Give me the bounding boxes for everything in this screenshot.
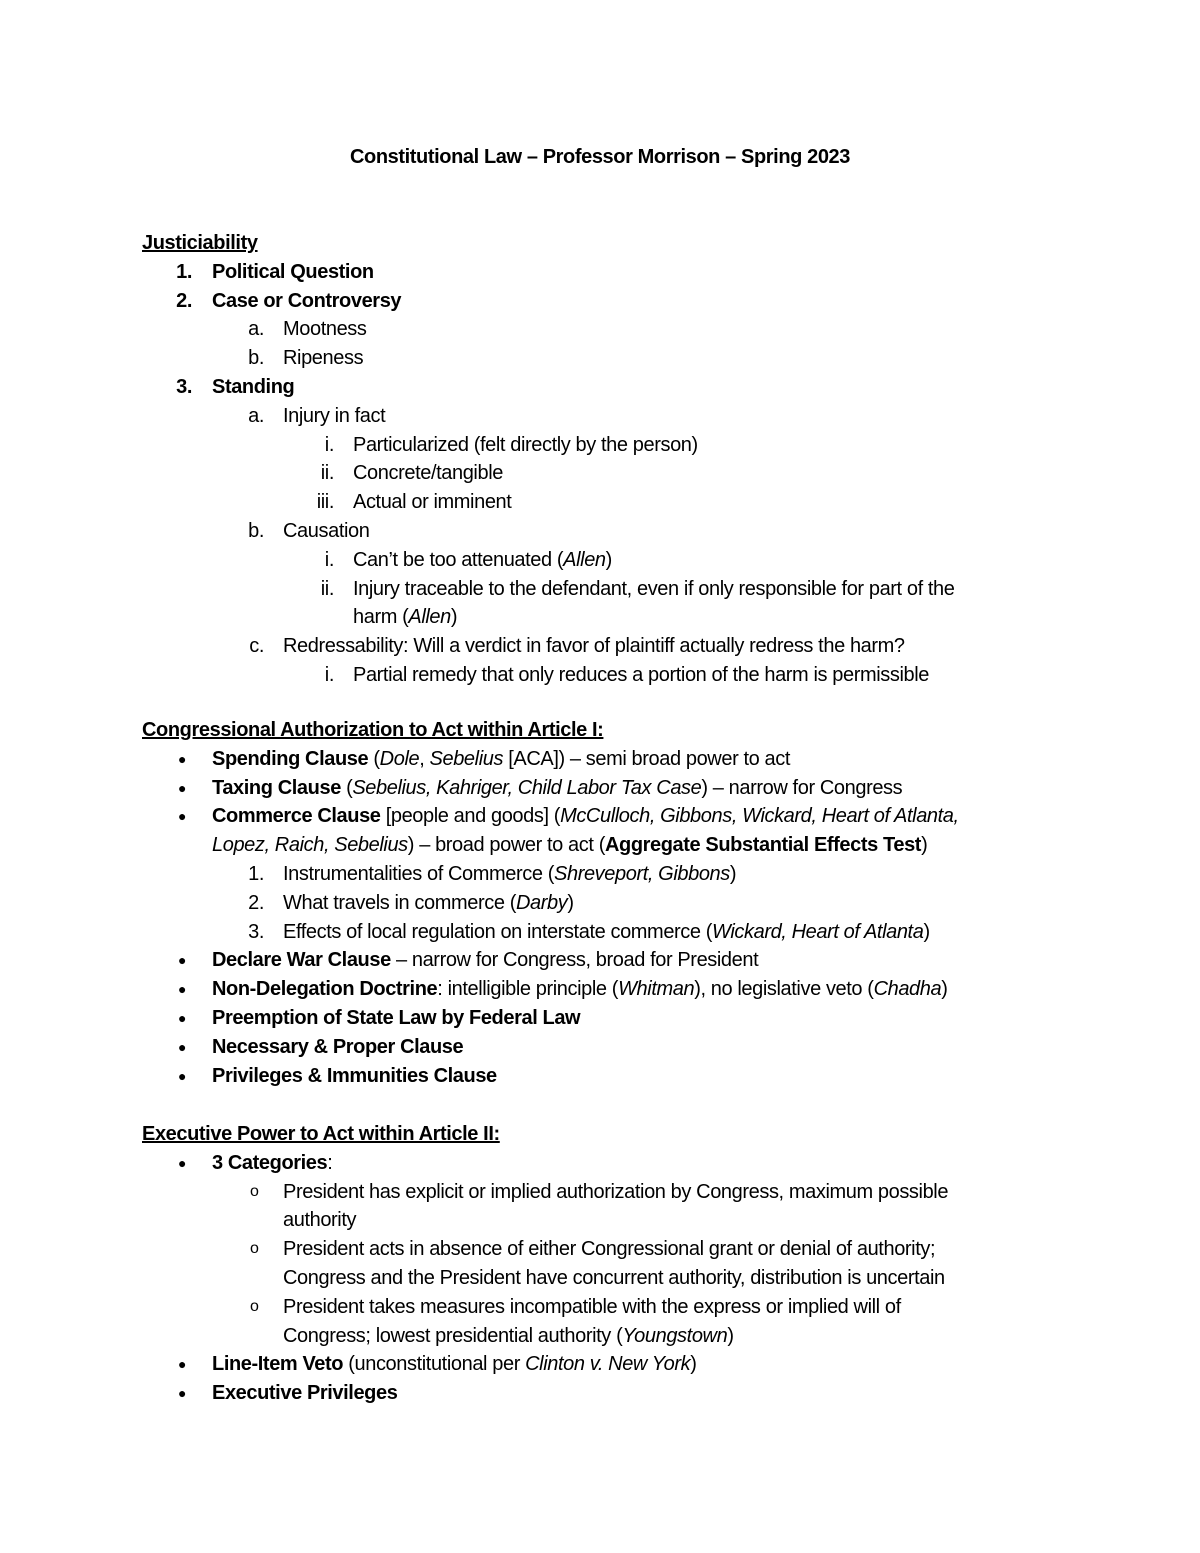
list-marker: ii. — [320, 577, 334, 600]
clause-name: Taxing Clause — [212, 776, 341, 799]
text: [people and goods] ( — [380, 805, 561, 828]
case-citation: Sebelius — [429, 747, 504, 770]
sub-bullet-continuation — [142, 1206, 1082, 1235]
case-citation: Shreveport, Gibbons — [554, 862, 730, 885]
list-marker: 1. — [176, 260, 192, 283]
case-citation: McCulloch, Gibbons, Wickard, Heart of Atlanta, — [560, 805, 959, 828]
list-item — [142, 459, 1082, 488]
list-marker: i. — [324, 433, 334, 456]
clause-name: Line-Item Veto — [212, 1353, 344, 1376]
list-item-text: Standing — [212, 375, 295, 398]
bullet-item — [142, 802, 1082, 831]
text: , — [419, 747, 430, 770]
section-heading: Justiciability — [142, 232, 258, 254]
sub-bullet-item — [142, 1235, 1082, 1264]
section-heading: Congressional Authorization to Act within Article I: — [142, 719, 604, 741]
list-item — [142, 546, 1082, 575]
list-marker: 3. — [176, 375, 192, 398]
sub-bullet-item — [142, 1293, 1082, 1322]
sub-bullet-continuation — [142, 1264, 1082, 1293]
list-marker: c. — [249, 635, 264, 658]
list-item — [142, 431, 1082, 460]
bullet-marker: ● — [178, 779, 187, 796]
list-item-text: Political Question — [212, 260, 374, 283]
list-item-text: harm ( — [353, 606, 409, 629]
list-marker: b. — [248, 347, 264, 370]
list-item-text: Injury traceable to the defendant, even if only responsible for part of the — [353, 577, 955, 600]
case-citation: Wickard, Heart of Atlanta — [712, 920, 924, 943]
list-marker: iii. — [316, 491, 334, 514]
clause-name: Commerce Clause — [212, 805, 381, 828]
section-heading: Executive Power to Act within Article II: — [142, 1123, 500, 1145]
list-item-text: Injury in fact — [283, 404, 386, 427]
clause-name: Spending Clause — [212, 747, 369, 770]
text: ) — [923, 920, 930, 943]
document-title: Constitutional Law – Professor Morrison – Spring 2023 — [349, 146, 850, 168]
section-executive — [142, 1120, 1082, 1408]
list-item-text: Effects of local regulation on interstate commerce ( — [283, 920, 713, 943]
bullet-item — [142, 1062, 1082, 1091]
list-marker: i. — [324, 548, 334, 571]
bullet-marker: ● — [178, 1038, 187, 1055]
list-item — [142, 344, 1082, 373]
bullet-item — [142, 745, 1082, 774]
list-marker: i. — [324, 663, 334, 686]
circle-marker: o — [250, 1182, 259, 1200]
bullet-item — [142, 1350, 1082, 1379]
clause-name: Necessary & Proper Clause — [212, 1035, 464, 1058]
list-item-text: President takes measures incompatible with the express or implied will of — [283, 1295, 901, 1318]
list-item — [142, 575, 1082, 604]
category-label: 3 Categories — [212, 1151, 328, 1174]
case-citation: Lopez, Raich, Sebelius — [212, 834, 408, 857]
list-item-continuation — [142, 603, 1082, 632]
list-item — [142, 373, 1082, 402]
bullet-item — [142, 946, 1082, 975]
text: (unconstitutional per — [343, 1353, 526, 1376]
text: ( — [368, 747, 380, 770]
list-marker: a. — [248, 404, 264, 427]
list-item — [142, 889, 1082, 918]
bullet-item — [142, 1379, 1082, 1408]
text: ( — [340, 776, 353, 799]
list-item-text: Case or Controversy — [212, 289, 402, 312]
list-item — [142, 488, 1082, 517]
list-item-text: Can’t be too attenuated ( — [353, 548, 564, 571]
list-item — [142, 287, 1082, 316]
circle-marker: o — [250, 1240, 259, 1258]
list-item — [142, 517, 1082, 546]
text: ) — [729, 862, 737, 885]
clause-name: Privileges & Immunities Clause — [212, 1064, 497, 1087]
bullet-marker: ● — [178, 1154, 187, 1171]
bullet-item — [142, 1033, 1082, 1062]
text: ) – narrow for Congress — [701, 776, 903, 799]
list-item-text: Causation — [283, 519, 370, 542]
bullet-item — [142, 1004, 1082, 1033]
sub-bullet-item — [142, 1178, 1082, 1207]
section-congress — [142, 716, 1082, 1090]
bullet-marker: ● — [178, 750, 187, 767]
list-item-text: Mootness — [283, 318, 367, 341]
text: [ACA]) – semi broad power to act — [503, 747, 791, 770]
bullet-marker: ● — [178, 1385, 187, 1402]
bullet-marker: ● — [178, 952, 187, 969]
bullet-item-continuation — [142, 831, 1082, 860]
section-justiciability — [142, 229, 1082, 690]
list-item-text: President acts in absence of either Congressional grant or denial of authority; — [283, 1238, 936, 1261]
bullet-marker: ● — [178, 981, 187, 998]
text: ) — [941, 978, 948, 1001]
text: : intelligible principle ( — [437, 978, 619, 1001]
case-citation: Sebelius, Kahriger, Child Labor Tax Case — [352, 776, 702, 799]
list-marker: 2. — [176, 289, 192, 312]
list-item — [142, 315, 1082, 344]
list-item — [142, 661, 1082, 690]
text: ) — [921, 834, 928, 857]
text: ) — [690, 1353, 697, 1376]
clause-name: Preemption of State Law by Federal Law — [212, 1006, 581, 1029]
circle-marker: o — [250, 1297, 259, 1315]
bullet-item — [142, 1149, 1082, 1178]
list-item-text: Actual or imminent — [353, 491, 512, 514]
list-marker: b. — [248, 519, 264, 542]
sub-bullet-continuation — [142, 1322, 1082, 1351]
case-citation: Allen — [563, 548, 606, 571]
test-name: Aggregate Substantial Effects Test — [604, 834, 922, 857]
text: : — [327, 1151, 333, 1174]
bullet-marker: ● — [178, 1356, 187, 1373]
list-marker: 2. — [248, 891, 264, 914]
bullet-marker: ● — [178, 808, 187, 825]
list-marker: ii. — [320, 462, 334, 485]
list-marker: 3. — [248, 920, 264, 943]
case-citation: Dole — [379, 747, 420, 770]
list-item — [142, 918, 1082, 947]
clause-name: Executive Privileges — [212, 1382, 398, 1405]
case-citation: Allen — [408, 606, 451, 629]
case-citation: Clinton v. New York — [525, 1353, 691, 1376]
list-marker: 1. — [248, 862, 264, 885]
bullet-marker: ● — [178, 1009, 187, 1026]
text: ) — [567, 891, 574, 914]
list-item — [142, 258, 1082, 287]
text: ) – broad power to act ( — [407, 834, 605, 857]
list-item-text: Ripeness — [283, 347, 364, 370]
list-item-text: What travels in commerce ( — [283, 891, 516, 914]
list-item-text: Redressability: Will a verdict in favor of plaintiff actually redress the harm? — [283, 635, 905, 658]
list-item-text: Congress and the President have concurrent authority, distribution is uncertain — [283, 1266, 945, 1289]
list-item-text: Concrete/tangible — [353, 462, 503, 485]
list-item — [142, 632, 1082, 661]
case-citation: Darby — [516, 891, 568, 914]
bullet-marker: ● — [178, 1067, 187, 1084]
list-item — [142, 860, 1082, 889]
list-item-text: Partial remedy that only reduces a portion of the harm is permissible — [353, 663, 930, 686]
bullet-item — [142, 774, 1082, 803]
list-item-text: ) — [605, 548, 612, 571]
text: – narrow for Congress, broad for President — [390, 949, 759, 972]
list-item-text: President has explicit or implied authorization by Congress, maximum possible — [283, 1180, 949, 1203]
list-item-text: Congress; lowest presidential authority ( — [283, 1324, 623, 1347]
list-marker: a. — [248, 318, 264, 341]
bullet-item — [142, 975, 1082, 1004]
text: ) — [727, 1324, 734, 1347]
case-citation: Chadha — [873, 978, 942, 1001]
case-citation: Youngstown — [622, 1324, 728, 1347]
list-item-text: Instrumentalities of Commerce ( — [283, 862, 555, 885]
list-item-text: Particularized (felt directly by the person) — [353, 433, 698, 456]
list-item-text: authority — [283, 1209, 357, 1232]
list-item — [142, 402, 1082, 431]
clause-name: Non-Delegation Doctrine — [212, 978, 438, 1001]
clause-name: Declare War Clause — [212, 949, 391, 972]
text: ), no legislative veto ( — [694, 978, 874, 1001]
list-item-text: ) — [450, 606, 458, 629]
case-citation: Whitman — [618, 978, 695, 1001]
